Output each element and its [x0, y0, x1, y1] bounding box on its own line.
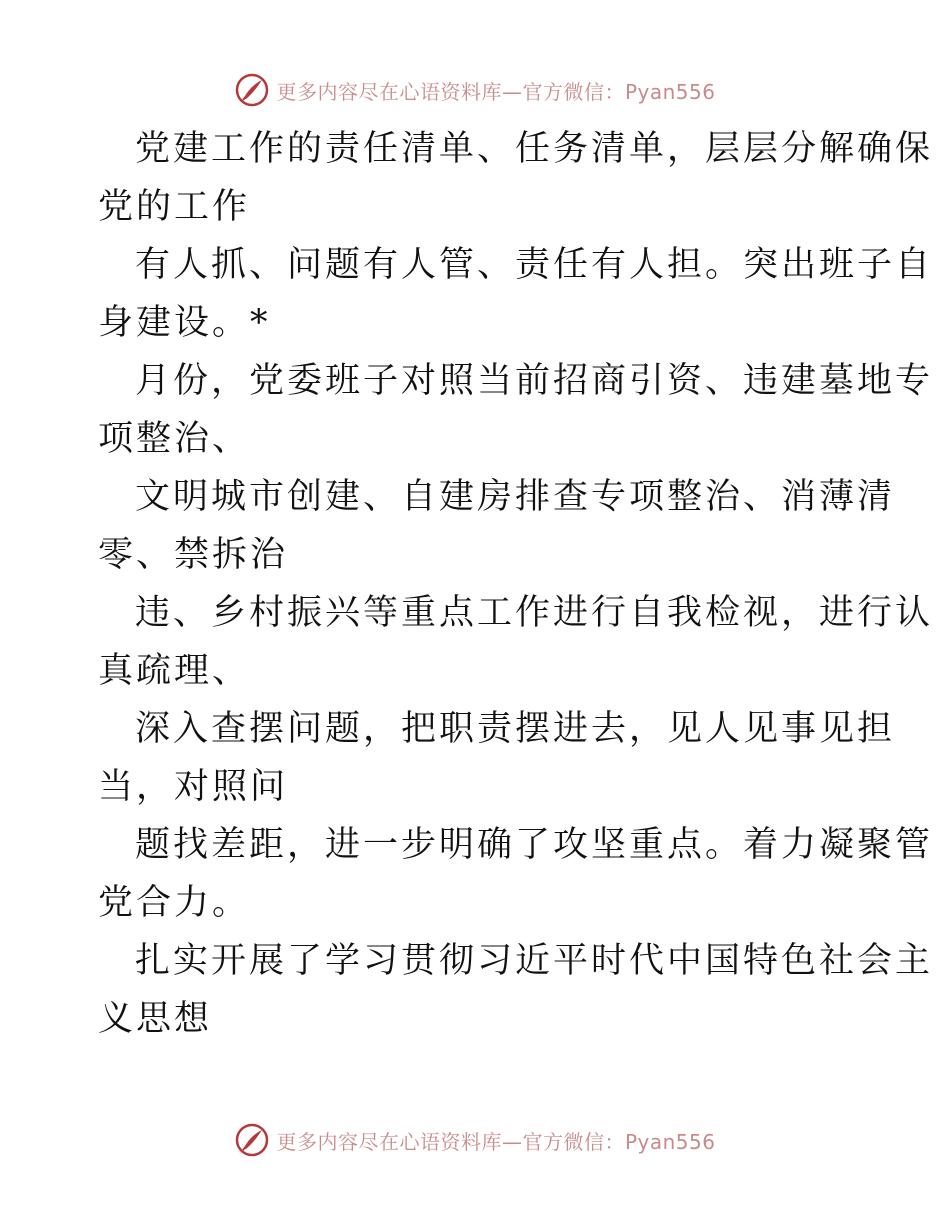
text-line: 义思想	[98, 999, 213, 1039]
text-line: 党的工作	[98, 187, 251, 227]
text-line: 文明城市创建、自建房排查专项整治、消薄清	[135, 477, 896, 517]
text-line: 零、禁拆治	[98, 535, 289, 575]
text-line: 违、乡村振兴等重点工作进行自我检视，进行认	[135, 593, 934, 633]
text-line: 题找差距，进一步明确了攻坚重点。着力凝聚管	[135, 825, 934, 865]
text-line: 党建工作的责任清单、任务清单，层层分解确保	[135, 129, 934, 169]
text-line: 深入查摆问题，把职责摆进去，见人见事见担	[135, 709, 896, 749]
text-line: 月份，党委班子对照当前招商引资、违建墓地专	[135, 361, 934, 401]
text-line: 当，对照问	[98, 767, 289, 807]
header-watermark	[0, 70, 950, 110]
feather-pen-logo-icon	[234, 72, 270, 108]
text-line: 党合力。	[98, 883, 251, 923]
text-line: 有人抓、问题有人管、责任有人担。突出班子自	[135, 245, 934, 285]
text-line: 身建设。*	[98, 303, 271, 343]
footer-watermark	[0, 1120, 950, 1160]
text-line: 真疏理、	[98, 651, 251, 691]
document-body	[0, 120, 950, 1048]
feather-pen-logo-icon	[234, 1122, 270, 1158]
watermark-text: 更多内容尽在心语资料库—官方微信：Pyan556	[276, 79, 716, 104]
text-line: 扎实开展了学习贯彻习近平时代中国特色社会主	[135, 941, 934, 981]
watermark-text: 更多内容尽在心语资料库—官方微信：Pyan556	[276, 1129, 716, 1154]
text-line: 项整治、	[98, 419, 251, 459]
